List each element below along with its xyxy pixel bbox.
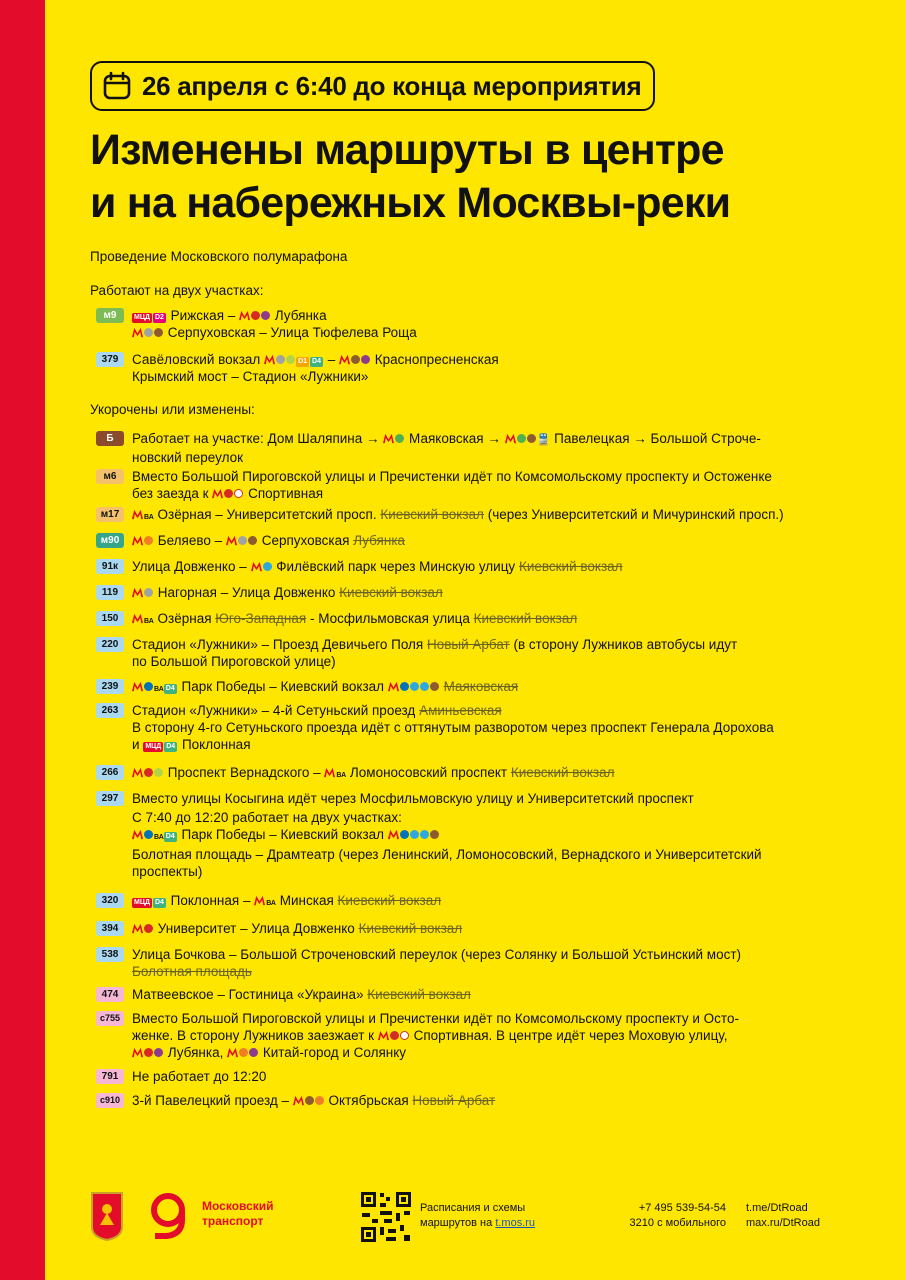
metro-icon	[132, 767, 143, 778]
route-text: Октябрьская	[328, 1093, 409, 1108]
line-1-dot	[251, 311, 260, 320]
two-parts-list	[96, 307, 886, 395]
route-badge: Б	[96, 431, 124, 446]
line-2-dot	[517, 434, 526, 443]
route-row	[96, 532, 886, 558]
cancelled-stop: Лубянка	[353, 533, 406, 548]
route-row	[96, 351, 886, 395]
route-text: Поклонная	[181, 737, 251, 752]
train-icon: 🚆	[536, 434, 551, 446]
route-text: Парк Победы – Киевский вокзал	[181, 827, 385, 842]
route-text: Рижская –	[170, 308, 240, 323]
metro-icon	[132, 587, 143, 598]
route-text: Поклонная –	[170, 893, 251, 908]
route-row	[96, 558, 886, 584]
metro-icon	[378, 1030, 389, 1041]
schedule-info	[420, 1201, 535, 1231]
ba-label: ВА	[144, 618, 154, 625]
route-text: Работает на участке: Дом Шаляпина →	[132, 431, 380, 446]
route-row	[96, 636, 886, 678]
moscow-transport-logo-icon	[147, 1190, 191, 1240]
line-7-dot	[261, 311, 270, 320]
route-text: Университет – Улица Довженко	[157, 921, 355, 936]
metro-icon	[388, 681, 399, 692]
metro-icon	[132, 829, 143, 840]
route-line: В сторону 4-го Сетуньского проезда идёт с оттянутым разворотом через проспект Генерала Дорохова	[132, 720, 774, 735]
route-row	[96, 584, 886, 610]
metro-icon	[505, 433, 516, 444]
cancelled-stop: Киевский вокзал	[339, 585, 443, 600]
line-14-dot	[400, 1031, 409, 1040]
metro-icon	[132, 327, 143, 338]
metro-icon	[132, 509, 143, 520]
line-4a-dot	[420, 682, 429, 691]
line-1-dot	[144, 1048, 153, 1057]
line-6-dot	[239, 1048, 248, 1057]
line-11-dot	[286, 355, 295, 364]
route-text: и	[132, 737, 140, 752]
line-4-dot	[263, 562, 272, 571]
route-text: Матвеевское – Гостиница «Украина»	[132, 987, 364, 1002]
metro-icon	[383, 433, 394, 444]
route-line	[132, 506, 886, 526]
cancelled-stop: Аминьевская	[419, 703, 502, 718]
mcd-chip: МЦД	[134, 314, 150, 321]
d4-chip: D4	[312, 358, 321, 365]
calendar-icon	[102, 71, 132, 101]
telegram-link[interactable]: t.me/DtRoad	[746, 1202, 808, 1214]
line-5-dot	[248, 536, 257, 545]
cancelled-stop: Киевский вокзал	[337, 893, 442, 908]
route-row	[96, 1010, 886, 1068]
route-row	[96, 307, 886, 351]
route-line	[132, 892, 886, 912]
route-line	[132, 610, 886, 630]
route-text: Проспект Вернадского –	[167, 765, 321, 780]
title-line-1: Изменены маршруты в центре	[90, 126, 724, 174]
metro-icon	[212, 488, 223, 499]
d2-chip: D2	[154, 314, 164, 321]
line-4a-dot	[420, 830, 429, 839]
metro-icon	[251, 561, 262, 572]
ba-label: ВА	[154, 686, 164, 693]
line-3-dot	[144, 682, 153, 691]
route-line	[132, 636, 886, 653]
route-badge: 474	[96, 987, 124, 1002]
line-14-dot	[234, 489, 243, 498]
route-text: Серпуховская	[261, 533, 350, 548]
route-text: Ломоносовский проспект	[349, 765, 508, 780]
route-text: Савёловский вокзал	[132, 352, 261, 367]
route-badge: м9	[96, 308, 124, 323]
route-text: - Мосфильмовская улица	[309, 611, 470, 626]
route-text: Улица Довженко –	[132, 559, 247, 574]
line-4-dot	[410, 830, 419, 839]
route-text: Стадион «Лужники» – 4-й Сетуньский проезд	[132, 703, 416, 718]
line-5-dot	[430, 830, 439, 839]
route-line	[132, 351, 886, 368]
line-5-dot	[351, 355, 360, 364]
metro-icon	[132, 613, 143, 624]
cancelled-stop: Киевский вокзал	[473, 611, 578, 626]
route-text: 3-й Павелецкий проезд –	[132, 1093, 290, 1108]
route-line: С 7:40 до 12:20 работает на двух участках:	[132, 810, 402, 825]
route-text: Маяковская →	[409, 431, 501, 446]
cancelled-stop: Киевский вокзал	[367, 987, 471, 1002]
route-row	[96, 920, 886, 946]
route-line	[132, 678, 886, 698]
route-line: Вместо улицы Косыгина идёт через Мосфильмовскую улицу и Университетский проспект	[132, 791, 694, 806]
route-line	[132, 430, 886, 449]
route-text: Лубянка	[274, 308, 327, 323]
route-badge: 91к	[96, 559, 124, 574]
mcd-chip: МЦД	[134, 899, 150, 906]
route-text: Беляево –	[157, 533, 223, 548]
ba-label: ВА	[154, 834, 164, 841]
route-text: Нагорная – Улица Довженко	[157, 585, 336, 600]
route-line	[132, 764, 886, 784]
line-2-dot	[395, 434, 404, 443]
line-5-dot	[430, 682, 439, 691]
route-text: Спортивная	[248, 486, 324, 501]
route-badge: 266	[96, 765, 124, 780]
date-banner	[90, 61, 655, 111]
metro-icon	[293, 1095, 304, 1106]
line-9-dot	[238, 536, 247, 545]
line-9-dot	[276, 355, 285, 364]
page-title	[90, 124, 870, 230]
ba-label: ВА	[266, 900, 276, 907]
route-line	[132, 558, 886, 575]
route-badge: 538	[96, 947, 124, 962]
route-line: Вместо Большой Пироговской улицы и Пречистенки идёт по Комсомольскому проспекту и Остоженке	[132, 469, 772, 484]
route-line: проспекты)	[132, 864, 203, 879]
short-number[interactable]: 3210 с мобильного	[629, 1217, 726, 1229]
qr-code-icon[interactable]	[360, 1191, 412, 1243]
route-line: Болотная площадь – Драмтеатр (через Ленинский, Ломоносовский, Вернадского и Университетский	[132, 847, 762, 862]
line-9-dot	[144, 588, 153, 597]
phone-number[interactable]: +7 495 539-54-54	[638, 1202, 726, 1214]
route-badge: 150	[96, 611, 124, 626]
route-row	[96, 678, 886, 702]
line-1-dot	[224, 489, 233, 498]
route-row	[96, 790, 886, 892]
route-text: Павелецкая → Большой Строче-	[554, 431, 761, 446]
cancelled-stop: Болотная площадь	[132, 964, 252, 979]
route-line	[132, 986, 886, 1003]
metro-icon	[339, 354, 350, 365]
route-badge: 119	[96, 585, 124, 600]
line-7-dot	[249, 1048, 258, 1057]
line-11-dot	[154, 768, 163, 777]
moscow-coat-of-arms-icon	[90, 1191, 124, 1241]
route-badge: 263	[96, 703, 124, 718]
route-text: Озёрная	[157, 611, 212, 626]
route-text: Китай-город и Солянку	[262, 1045, 407, 1060]
cancelled-stop: Юго-Западная	[215, 611, 307, 626]
route-row	[96, 702, 886, 764]
line-5-dot	[154, 328, 163, 337]
route-line	[132, 826, 886, 846]
route-text: (через Университетский и Мичуринский просп.)	[487, 507, 784, 522]
metro-icon	[254, 895, 265, 906]
line-3-dot	[400, 682, 409, 691]
route-line	[132, 1027, 886, 1044]
route-badge: 379	[96, 352, 124, 367]
route-row	[96, 506, 886, 532]
route-line: по Большой Пироговской улице)	[132, 654, 336, 669]
ba-label: ВА	[336, 772, 347, 779]
line-6-dot	[144, 536, 153, 545]
metro-icon	[388, 829, 399, 840]
route-badge: м6	[96, 469, 124, 484]
brand-name	[202, 1199, 274, 1229]
route-row	[96, 946, 886, 986]
line-5-dot	[305, 1096, 314, 1105]
line-3-dot	[400, 830, 409, 839]
metro-icon	[132, 535, 143, 546]
line-1-dot	[144, 768, 153, 777]
line-4-dot	[410, 682, 419, 691]
route-badge: 394	[96, 921, 124, 936]
route-text: Краснопресненская	[374, 352, 499, 367]
schedule-link[interactable]: t.mos.ru	[495, 1217, 536, 1229]
route-badge: м90	[96, 533, 124, 548]
route-line	[132, 1092, 886, 1109]
route-row	[96, 1068, 886, 1092]
route-line	[132, 307, 886, 324]
section-two-parts-heading: Работают на двух участках:	[90, 283, 264, 298]
route-badge: 297	[96, 791, 124, 806]
line-9-dot	[144, 328, 153, 337]
brand-line: транспорт	[202, 1214, 264, 1228]
cancelled-stop: Новый Арбат	[412, 1093, 496, 1108]
line-6-dot	[315, 1096, 324, 1105]
cancelled-stop: Маяковская	[443, 679, 519, 694]
cancelled-stop: Киевский вокзал	[380, 507, 484, 522]
route-badge: 320	[96, 893, 124, 908]
metro-icon	[132, 1047, 143, 1058]
route-row	[96, 610, 886, 636]
cancelled-stop: Новый Арбат	[426, 637, 510, 652]
mcd-chip: МЦД	[145, 743, 162, 750]
route-line	[132, 532, 886, 549]
route-text: (в сторону Лужников автобусы идут	[513, 637, 738, 652]
metro-icon	[264, 354, 275, 365]
metro-icon	[239, 310, 250, 321]
route-line	[132, 1044, 886, 1061]
route-badge: с755	[96, 1011, 124, 1026]
route-badge: м17	[96, 507, 124, 522]
route-line: Не работает до 12:20	[132, 1069, 267, 1084]
d4-chip: D4	[166, 743, 176, 750]
route-line: новский переулок	[132, 450, 244, 465]
route-badge: с910	[96, 1093, 124, 1108]
title-line-2: и на набережных Москвы-реки	[90, 179, 731, 227]
cancelled-stop: Киевский вокзал	[510, 765, 615, 780]
route-line	[132, 584, 886, 601]
social-links	[746, 1201, 820, 1231]
route-line	[132, 324, 886, 341]
cancelled-stop: Киевский вокзал	[518, 559, 623, 574]
route-line: Вместо Большой Пироговской улицы и Пречистенки идёт по Комсомольскому проспекту и Осто-	[132, 1011, 739, 1026]
route-row	[96, 986, 886, 1010]
route-text: Филёвский парк через Минскую улицу	[276, 559, 516, 574]
max-link[interactable]: max.ru/DtRoad	[746, 1217, 820, 1229]
line-1-dot	[144, 924, 153, 933]
intro-text: Проведение Московского полумарафона	[90, 249, 348, 264]
schedule-text: маршрутов на	[420, 1217, 493, 1229]
route-badge: 220	[96, 637, 124, 652]
metro-icon	[132, 681, 143, 692]
route-row	[96, 764, 886, 790]
metro-icon	[226, 535, 237, 546]
date-banner-text: 26 апреля с 6:40 до конца мероприятия	[142, 70, 642, 101]
route-line	[132, 485, 886, 502]
d4-chip: D4	[165, 833, 175, 840]
route-text: Минская	[279, 893, 334, 908]
footer	[90, 1185, 850, 1245]
phone-info	[616, 1201, 726, 1231]
route-text: женке. В сторону Лужников заезжает к	[132, 1028, 375, 1043]
d1-chip: D1	[298, 358, 308, 365]
line-7-dot	[154, 1048, 163, 1057]
d4-chip: D4	[154, 899, 164, 906]
route-text: без заезда к	[132, 486, 209, 501]
route-row	[96, 468, 886, 506]
route-badge: 239	[96, 679, 124, 694]
route-badge: 791	[96, 1069, 124, 1084]
route-line: Улица Бочкова – Большой Строченовский переулок (через Солянку и Большой Устьинский мост)	[132, 947, 742, 962]
metro-icon	[227, 1047, 238, 1058]
line-1-dot	[390, 1031, 399, 1040]
ba-label: ВА	[144, 514, 154, 521]
metro-icon	[324, 767, 335, 778]
metro-icon	[132, 923, 143, 934]
cancelled-stop: Киевский вокзал	[358, 921, 463, 936]
line-3-dot	[144, 830, 153, 839]
changed-list	[96, 430, 886, 1116]
line-5-dot	[527, 434, 536, 443]
route-text: Спортивная. В центре идёт через Моховую улицу,	[413, 1028, 728, 1043]
route-line: Крымский мост – Стадион «Лужники»	[132, 369, 369, 384]
route-row	[96, 1092, 886, 1116]
line-7-dot	[361, 355, 370, 364]
route-text: Стадион «Лужники» – Проезд Девичьего Поля	[132, 637, 424, 652]
route-text: Парк Победы – Киевский вокзал	[181, 679, 385, 694]
route-text: –	[327, 352, 336, 367]
section-changed-heading: Укорочены или изменены:	[90, 402, 255, 417]
route-text: Серпуховская – Улица Тюфелева Роща	[167, 325, 417, 340]
brand-line: Московский	[202, 1199, 274, 1213]
route-line	[132, 736, 886, 753]
route-line	[132, 920, 886, 937]
route-line	[132, 702, 886, 719]
left-red-stripe	[0, 0, 45, 1280]
route-row	[96, 430, 886, 468]
route-text: Озёрная – Университетский просп.	[157, 507, 377, 522]
route-row	[96, 892, 886, 920]
schedule-text: Расписания и схемы	[420, 1202, 526, 1214]
d4-chip: D4	[165, 685, 175, 692]
route-text: Лубянка,	[167, 1045, 224, 1060]
